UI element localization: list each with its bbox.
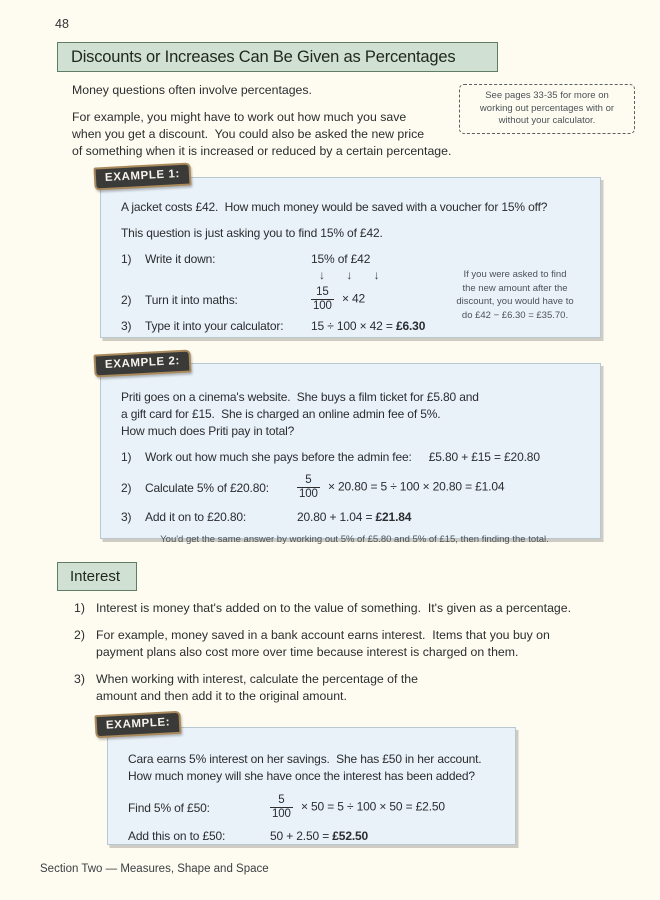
example-1-restate: This question is just asking you to find 15% of £42.: [121, 226, 383, 240]
intro-text: [72, 82, 451, 160]
example-2-badge: EXAMPLE 2:: [93, 349, 191, 377]
step-number: 1): [121, 252, 132, 266]
intro-line: For example, you might have to work out how much you save: [72, 110, 407, 124]
section-heading-title: Discounts or Increases Can Be Given as Percentages: [71, 47, 456, 66]
step-label: Find 5% of £50:: [128, 800, 210, 815]
section-heading: [57, 42, 498, 72]
margin-note-line: without your calculator.: [498, 115, 596, 126]
step-label: Work out how much she pays before the admin fee:: [145, 450, 412, 464]
interest-item-3: [74, 671, 571, 705]
calculation: × 50 = 5 ÷ 100 × 50 = £2.50: [300, 800, 445, 815]
item-line: amount and then add it to the original amount.: [96, 689, 347, 703]
example-box-3: [105, 716, 516, 845]
item-line: When working with interest, calculate the percentage of the: [96, 672, 418, 686]
item-line: Interest is money that's added on to the value of something. It's given as a percentage.: [96, 601, 571, 615]
example-box-1: [100, 168, 601, 338]
fraction: [297, 474, 320, 499]
item-number: 2): [74, 628, 85, 642]
example-2-step-1: [121, 449, 588, 466]
fraction-denominator: 100: [299, 487, 318, 500]
fraction: [270, 794, 293, 819]
margin-note-line: See pages 33-35 for more on: [485, 90, 609, 101]
example-3-row-2: [128, 828, 503, 845]
example-box-2: [100, 355, 601, 545]
fraction-numerator: 15: [316, 286, 329, 299]
step-number: 3): [121, 510, 132, 524]
fraction: [311, 286, 334, 311]
margin-note: [459, 84, 635, 134]
item-line: payment plans also cost more over time because interest is charged on them.: [96, 645, 519, 659]
step-value: [270, 795, 503, 820]
footer-text: Section Two — Measures, Shape and Space: [40, 863, 269, 875]
fraction-numerator: 5: [305, 474, 312, 487]
interest-heading-title: Interest: [70, 568, 121, 585]
item-line: For example, money saved in a bank account earns interest. Items that you buy on: [96, 628, 550, 642]
handwritten-note: You'd get the same answer by working out 5% of £5.80 and 5% of £15, then finding the total.: [160, 534, 549, 545]
page-number: 48: [55, 17, 69, 31]
step-label: Write it down:: [145, 252, 216, 266]
example-2-question-line: Priti goes on a cinema's website. She buys a film ticket for £5.80 and: [121, 390, 479, 404]
step-number: 2): [121, 480, 132, 495]
step-value: [297, 509, 588, 526]
step-number: 3): [121, 319, 132, 333]
example-2-step-3: [121, 509, 588, 526]
intro-line: when you get a discount. You could also be asked the new price: [72, 127, 425, 141]
example-1-badge: EXAMPLE 1:: [93, 162, 191, 190]
fraction-numerator: 5: [278, 794, 285, 807]
handwritten-note: [438, 268, 592, 322]
example-2-question-line: a gift card for £15. She is charged an online admin fee of 5%.: [121, 407, 441, 421]
step-label: Add it on to £20.80:: [145, 510, 247, 524]
margin-note-line: working out percentages with or: [479, 102, 615, 114]
handwritten-note-line: discount, you would have to: [456, 296, 574, 307]
calculation-result: £6.30: [395, 319, 426, 333]
step-value: £5.80 + £15 = £20.80: [428, 450, 540, 464]
step-label: Type it into your calculator:: [145, 319, 284, 333]
intro-line: Money questions often involve percentages.: [72, 83, 312, 97]
down-arrows: ↓ ↓ ↓: [319, 268, 389, 282]
calculation: × 20.80 = 5 ÷ 100 × 20.80 = £1.04: [327, 480, 505, 495]
step-label: Calculate 5% of £20.80:: [145, 480, 269, 495]
step-label: Add this on to £50:: [128, 829, 226, 843]
calculation: 15 ÷ 100 × 42 =: [311, 319, 396, 333]
example-2-question-line: How much does Priti pay in total?: [121, 424, 295, 438]
handwritten-note-line: the new amount after the: [462, 282, 568, 294]
handwritten-note-line: do £42 − £6.30 = £35.70.: [461, 309, 569, 321]
example-2-step-2: [121, 473, 588, 503]
calculation-result: £21.84: [375, 510, 412, 524]
item-number: 3): [74, 672, 85, 686]
step-label: Turn it into maths:: [145, 292, 238, 307]
step-value: [297, 475, 588, 500]
fraction-denominator: 100: [313, 299, 332, 312]
step-number: 2): [121, 292, 132, 307]
fraction-denominator: 100: [272, 807, 291, 820]
calculation: 50 + 2.50 =: [270, 829, 333, 843]
handwritten-note-line: If you were asked to find: [463, 269, 567, 280]
example-3-question-line: How much money will she have once the interest has been added?: [128, 769, 475, 783]
interest-item-2: [74, 627, 571, 661]
calculation: 20.80 + 1.04 =: [297, 510, 376, 524]
intro-line: of something when it is increased or reduced by a certain percentage.: [72, 144, 452, 158]
example-3-question-line: Cara earns 5% interest on her savings. She has £50 in her account.: [128, 752, 482, 766]
example-1-step-1: [121, 251, 588, 268]
item-number: 1): [74, 601, 85, 615]
step-value: [270, 828, 503, 845]
interest-heading: [57, 562, 137, 591]
step-value: 15% of £42: [311, 252, 371, 266]
interest-list: [74, 600, 571, 715]
calculation-result: £52.50: [332, 829, 369, 843]
example-3-badge: EXAMPLE:: [94, 711, 181, 738]
example-1-question: A jacket costs £42. How much money would be saved with a voucher for 15% off?: [121, 200, 548, 214]
step-number: 1): [121, 450, 132, 464]
example-3-row-1: [128, 793, 503, 823]
interest-item-1: [74, 600, 571, 617]
fraction-multiplier: × 42: [341, 292, 366, 307]
